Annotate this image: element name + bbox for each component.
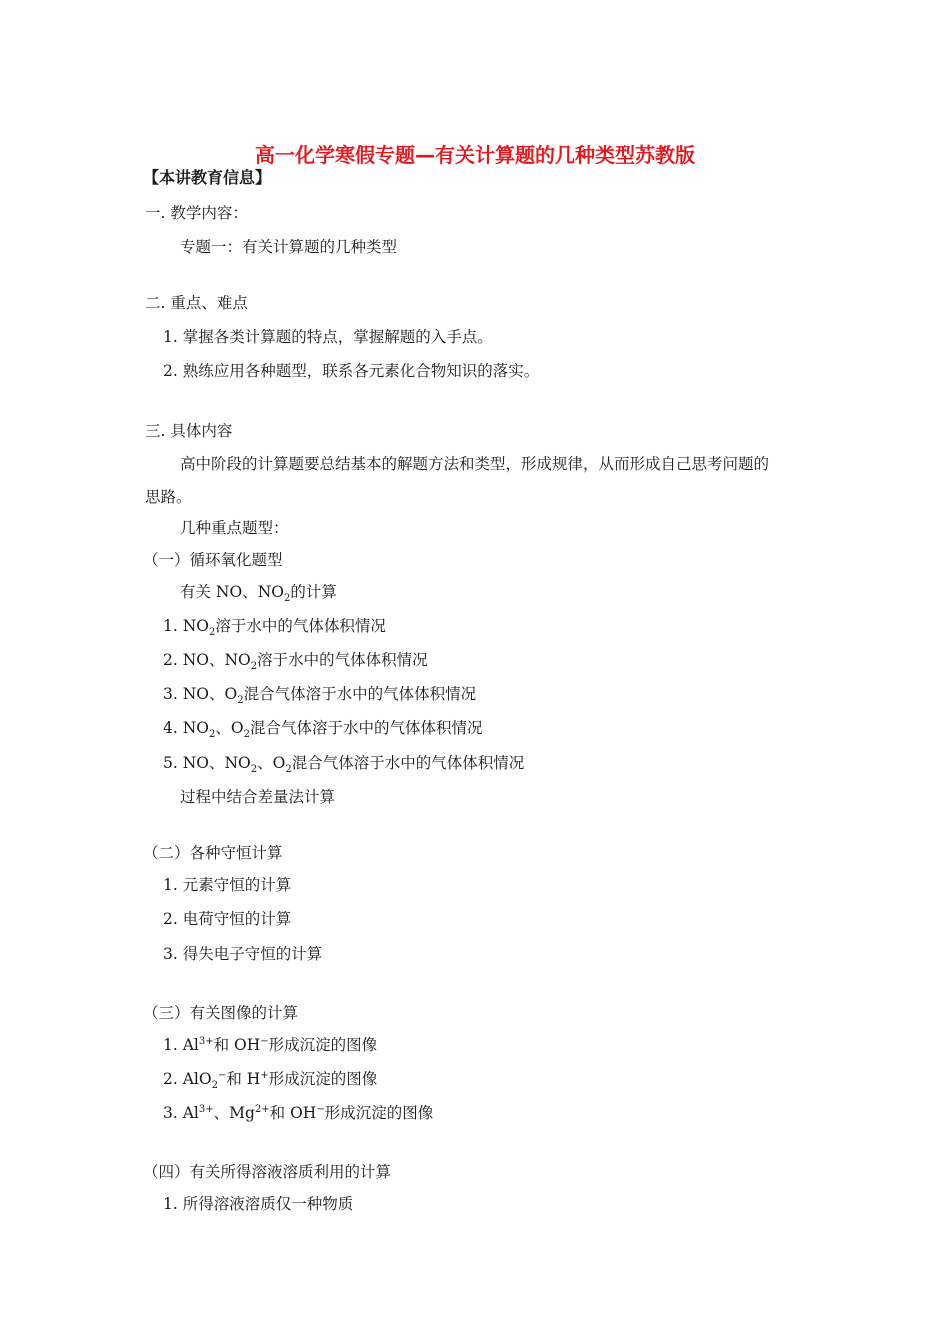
section-1-text: 专题一：有关计算题的几种类型: [180, 238, 398, 256]
document-title: 高一化学寒假专题—有关计算题的几种类型苏教版: [255, 143, 695, 167]
group-4-item: 1. 所得溶液溶质仅一种物质: [163, 1195, 354, 1213]
section-2-heading: 二. 重点、难点: [145, 294, 248, 312]
group-3-item: 3. $Al^{3+}$、$Mg^{2+}$和 OH−形成沉淀的图像: [163, 1103, 434, 1122]
group-1-item: 3. NO、$O_2$混合气体溶于水中的气体体积情况: [163, 685, 477, 707]
group-3-heading: （三）有关图像的计算: [143, 1004, 299, 1022]
group-1-heading: （一）循环氧化题型: [143, 551, 283, 569]
section-3-heading: 三. 具体内容: [145, 422, 233, 440]
group-2-item: 2. 电荷守恒的计算: [163, 910, 292, 928]
section-1-heading: 一. 教学内容：: [145, 204, 248, 222]
group-1-item: 4. $NO_2$、$O_2$混合气体溶于水中的气体体积情况: [163, 719, 483, 741]
group-3-item: 2. AlO$_2$−和 H+形成沉淀的图像: [163, 1069, 378, 1092]
section-2-item: 1. 掌握各类计算题的特点，掌握解题的入手点。: [163, 328, 493, 346]
group-1-item: 5. NO、$NO_2$、$O_2$混合气体溶于水中的气体体积情况: [163, 754, 525, 776]
info-heading: 【本讲教育信息】: [143, 168, 272, 187]
group-1-intro: 有关 NO、$NO_2$的计算: [180, 583, 337, 605]
group-1-item: 1. $NO_2$溶于水中的气体体积情况: [163, 617, 386, 639]
group-1-note: 过程中结合差量法计算: [180, 788, 336, 806]
group-2-item: 3. 得失电子守恒的计算: [163, 945, 323, 963]
group-1-item: 2. NO、$NO_2$溶于水中的气体体积情况: [163, 651, 428, 673]
section-3-paragraph-line: 思路。: [145, 488, 192, 506]
group-3-item: 1. $Al^{3+}$和 OH−形成沉淀的图像: [163, 1035, 378, 1054]
section-3-types: 几种重点题型：: [180, 519, 289, 537]
group-2-item: 1. 元素守恒的计算: [163, 876, 292, 894]
section-2-item: 2. 熟练应用各种题型，联系各元素化合物知识的落实。: [163, 362, 540, 380]
section-3-paragraph-line: 高中阶段的计算题要总结基本的解题方法和类型，形成规律，从而形成自己思考问题的: [180, 455, 770, 473]
group-4-heading: （四）有关所得溶液溶质利用的计算: [143, 1163, 392, 1181]
group-2-heading: （二）各种守恒计算: [143, 844, 283, 862]
